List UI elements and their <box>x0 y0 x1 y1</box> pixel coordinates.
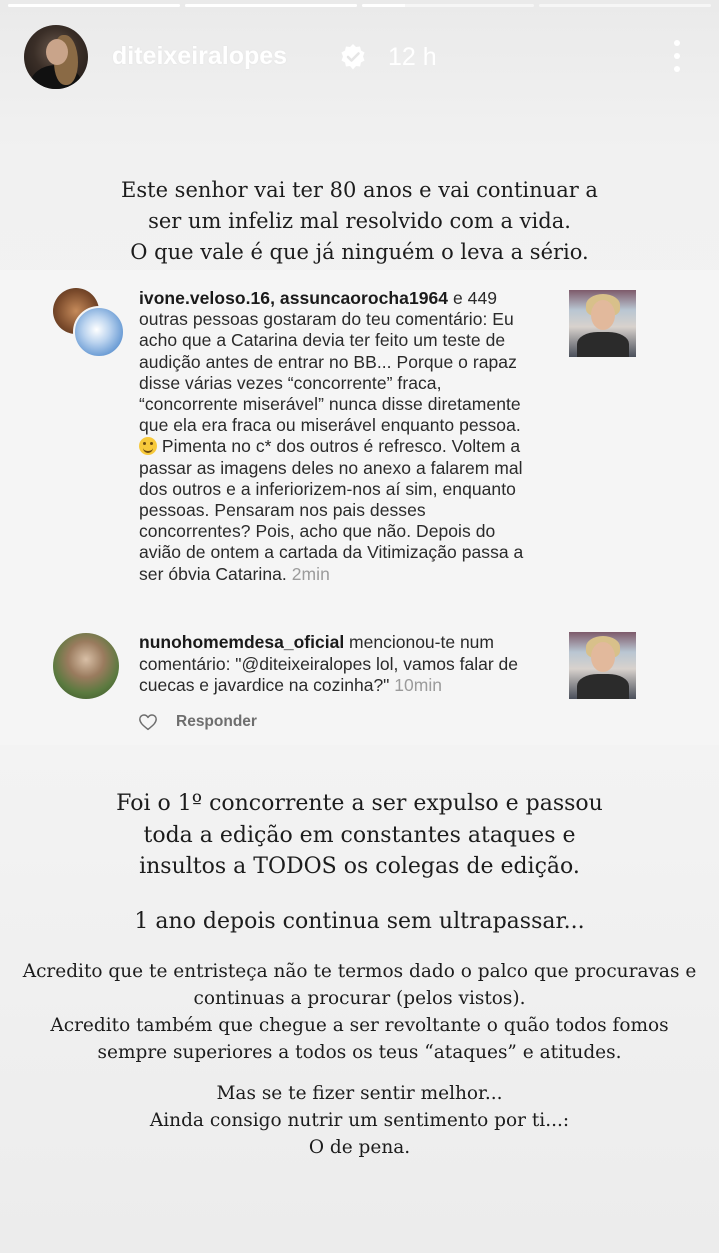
more-vertical-icon[interactable] <box>673 40 681 72</box>
mention-username: nunohomemdesa_oficial <box>139 632 345 652</box>
post-thumbnail[interactable] <box>569 632 636 699</box>
reply-button[interactable]: Responder <box>176 713 257 730</box>
notification-screenshot <box>0 270 719 745</box>
closing-text-4 <box>0 1080 719 1161</box>
liker-usernames: ivone.veloso.16, assuncaorocha1964 <box>139 288 449 308</box>
text-line: O que vale é que já ninguém o leva a sério. <box>130 240 589 264</box>
text-line: insultos a TODOS os colegas de edição. <box>139 854 580 879</box>
story-time: 12 h <box>388 43 437 71</box>
avatar <box>53 633 119 699</box>
closing-text-1 <box>0 788 719 883</box>
mention-body: mencionou-te num comentário: "@diteixeiralopes lol, vamos falar de cuecas e javardice na cozinha?" <box>139 632 519 695</box>
avatar <box>73 306 125 358</box>
text-line: O de pena. <box>308 1137 411 1158</box>
text-line: Ainda consigo nutrir um sentimento por ti...: <box>149 1110 570 1131</box>
progress-fill <box>8 4 180 7</box>
progress-fill <box>362 4 405 7</box>
text-line: Este senhor vai ter 80 anos e vai continuar a <box>121 178 598 202</box>
progress-segment <box>185 4 357 7</box>
progress-fill <box>185 4 357 7</box>
smiley-emoji-icon <box>139 437 157 455</box>
verified-badge-icon <box>339 43 367 71</box>
closing-text-3 <box>0 958 719 1066</box>
intro-text <box>0 175 719 268</box>
progress-segment <box>539 4 711 7</box>
text-line: Mas se te fizer sentir melhor... <box>216 1083 503 1104</box>
liker-avatars <box>53 288 123 358</box>
text-line: Acredito também que chegue a ser revoltante o quão todos fomos <box>50 1015 669 1036</box>
post-thumbnail[interactable] <box>569 290 636 357</box>
avatar[interactable] <box>24 25 88 89</box>
story-header <box>24 22 695 92</box>
text-line: continuas a procurar (pelos vistos). <box>193 988 526 1009</box>
text-line: Foi o 1º concorrente a ser expulso e passou <box>116 791 603 816</box>
progress-segment <box>8 4 180 7</box>
heart-icon[interactable] <box>138 713 158 731</box>
story-username[interactable]: diteixeiralopes <box>112 42 288 70</box>
comment-like-notification <box>139 288 539 585</box>
comment-body-tail: Pimenta no c* dos outros é refresco. Voltem a passar as imagens deles no anexo a falarem mal dos outros e a inferiorizem-nos aí sim, enquanto pessoas. Pensaram nos pais desses concorrentes? Pois, acho que não. Depois do avião de ontem a cartada da Vitimização passa a ser óbvia Catarina. <box>139 436 524 584</box>
closing-text-2: 1 ano depois continua sem ultrapassar... <box>134 909 585 934</box>
text-line: Acredito que te entristeça não te termos dado o palco que procuravas e <box>22 961 697 982</box>
story-progress <box>8 4 711 7</box>
text-line: ser um infeliz mal resolvido com a vida. <box>148 209 571 233</box>
mention-time: 10min <box>394 675 442 695</box>
mention-notification <box>139 632 549 697</box>
comment-body: e 449 outras pessoas gostaram do teu comentário: Eu acho que a Catarina devia ter feito um teste de audição antes de entrar no BB... Porque o rapaz disse várias vezes “concorrente” fraca, “concorrente miserável” nunca disse diretamente que ela era fraca ou miserável enquanto pessoa. <box>139 288 521 436</box>
text-line: toda a edição em constantes ataques e <box>143 822 576 848</box>
comment-time: 2min <box>291 563 330 584</box>
progress-segment <box>362 4 534 7</box>
text-line: sempre superiores a todos os teus “ataques” e atitudes. <box>97 1042 622 1063</box>
reply-row <box>138 711 257 733</box>
